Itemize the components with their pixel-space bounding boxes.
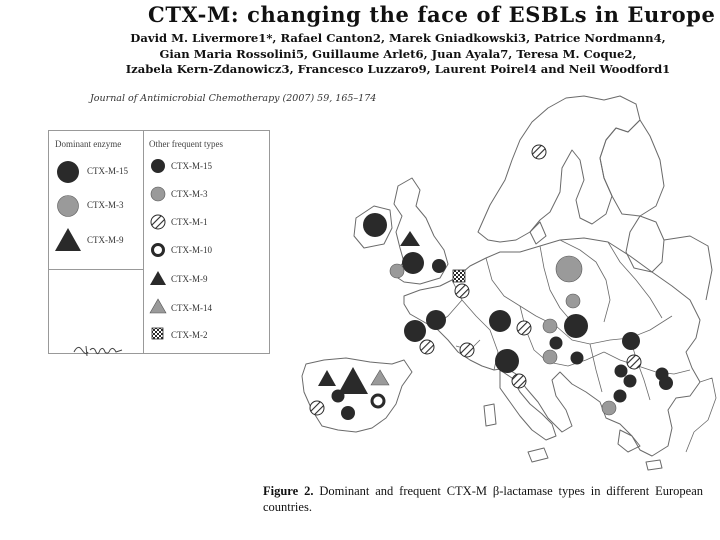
ctx-m-14-marker [371, 370, 389, 385]
ctx-m-3-marker [543, 319, 557, 333]
map-outlines [302, 96, 716, 470]
figure-caption [263, 483, 703, 515]
iberia-outline [302, 358, 412, 432]
ctx-m-1-marker [627, 355, 641, 369]
dark-circle-large-icon [55, 159, 81, 185]
dark-circle-small-icon [149, 157, 167, 175]
dominant-ctx-m-15-marker [489, 310, 511, 332]
map-markers [310, 145, 673, 420]
author-line-3: Izabela Kern-Zdanowicz3, Francesco Luzzaro9, Laurent Poirel4 and Neil Woodford1 [125, 62, 671, 76]
ctx-m-15-marker [614, 390, 627, 403]
journal-citation: Journal of Antimicrobial Chemotherapy (2007) 59, 165–174 [90, 93, 377, 104]
ctx-m-10-marker [372, 395, 384, 407]
ctx-m-1-marker [420, 340, 434, 354]
dominant-ctx-m-15-marker [363, 213, 387, 237]
ctx-m-15-marker [624, 375, 637, 388]
ctx-m-15-marker [432, 259, 446, 273]
ctx-m-3-marker [602, 401, 616, 415]
ctx-m-3-marker [543, 350, 557, 364]
legend-other-label: CTX-M-10 [171, 245, 212, 255]
finland-outline [600, 120, 664, 216]
legend-dominant-label: CTX-M-9 [87, 235, 124, 245]
dominant-ctx-m-9-marker [338, 367, 368, 394]
legend-other-label: CTX-M-3 [171, 189, 208, 199]
map-legend [48, 130, 270, 354]
legend-other-label: CTX-M-9 [171, 274, 208, 284]
author-line-2: Gian Maria Rossolini5, Guillaume Arlet6, Juan Ayala7, Teresa M. Coque2, [159, 46, 637, 61]
ctx-m-3-marker [390, 264, 404, 278]
legend-dominant-heading: Dominant enzyme [55, 139, 122, 149]
dominant-ctx-m-15-marker [622, 332, 640, 350]
dominant-ctx-m-15-marker [426, 310, 446, 330]
ctx-m-1-marker [310, 401, 324, 415]
grey-triangle-small-icon [149, 297, 167, 315]
figure-caption-text: Dominant and frequent CTX-M β-lactamase types in different European countries. [263, 484, 703, 514]
legend-divider [143, 131, 144, 353]
ring-icon [149, 241, 167, 259]
ctx-m-9-marker [400, 231, 420, 246]
paper-title: CTX-M: changing the face of ESBLs in Europe [148, 2, 716, 27]
ctx-m-9-marker [318, 370, 336, 386]
ctx-m-15-marker [341, 406, 355, 420]
dominant-ctx-m-15-marker [564, 314, 588, 338]
scandinavia-outline [478, 96, 640, 242]
ctx-m-1-marker [517, 321, 531, 335]
ctx-m-1-marker [532, 145, 546, 159]
dominant-ctx-m-15-marker [495, 349, 519, 373]
legend-other-label: CTX-M-15 [171, 161, 212, 171]
checker-square-icon [151, 327, 165, 341]
italy-outline [500, 370, 556, 440]
ctx-m-1-marker [512, 374, 526, 388]
dominant-ctx-m-3-marker [556, 256, 582, 282]
grey-circle-small-icon [149, 185, 167, 203]
handwritten-signature [72, 340, 124, 362]
legend-other-label: CTX-M-1 [171, 217, 208, 227]
legend-other-heading: Other frequent types [149, 139, 223, 149]
dark-triangle-large-icon [53, 227, 83, 253]
legend-dominant-label: CTX-M-15 [87, 166, 128, 176]
ctx-m-15-marker [571, 352, 584, 365]
dominant-ctx-m-15-marker [404, 320, 426, 342]
dark-triangle-small-icon [149, 269, 167, 287]
ctx-m-3-marker [566, 294, 580, 308]
legend-divider [49, 269, 143, 270]
author-line-1: David M. Livermore1*, Rafael Canton2, Marek Gniadkowski3, Patrice Nordmann4, [130, 31, 666, 45]
ctx-m-15-marker [332, 390, 345, 403]
ctx-m-1-marker [460, 343, 474, 357]
figure-label: Figure 2. [263, 484, 314, 498]
legend-other-label: CTX-M-2 [171, 330, 208, 340]
ctx-m-15-marker [550, 337, 563, 350]
dominant-ctx-m-15-marker [402, 252, 424, 274]
ctx-m-1-marker [455, 284, 469, 298]
legend-dominant-label: CTX-M-3 [87, 200, 124, 210]
legend-other-label: CTX-M-14 [171, 303, 212, 313]
hatched-circle-icon [149, 213, 167, 231]
ctx-m-2-marker [453, 270, 465, 282]
ctx-m-15-marker [659, 376, 673, 390]
grey-circle-large-icon [55, 193, 81, 219]
ctx-m-15-marker [615, 365, 628, 378]
